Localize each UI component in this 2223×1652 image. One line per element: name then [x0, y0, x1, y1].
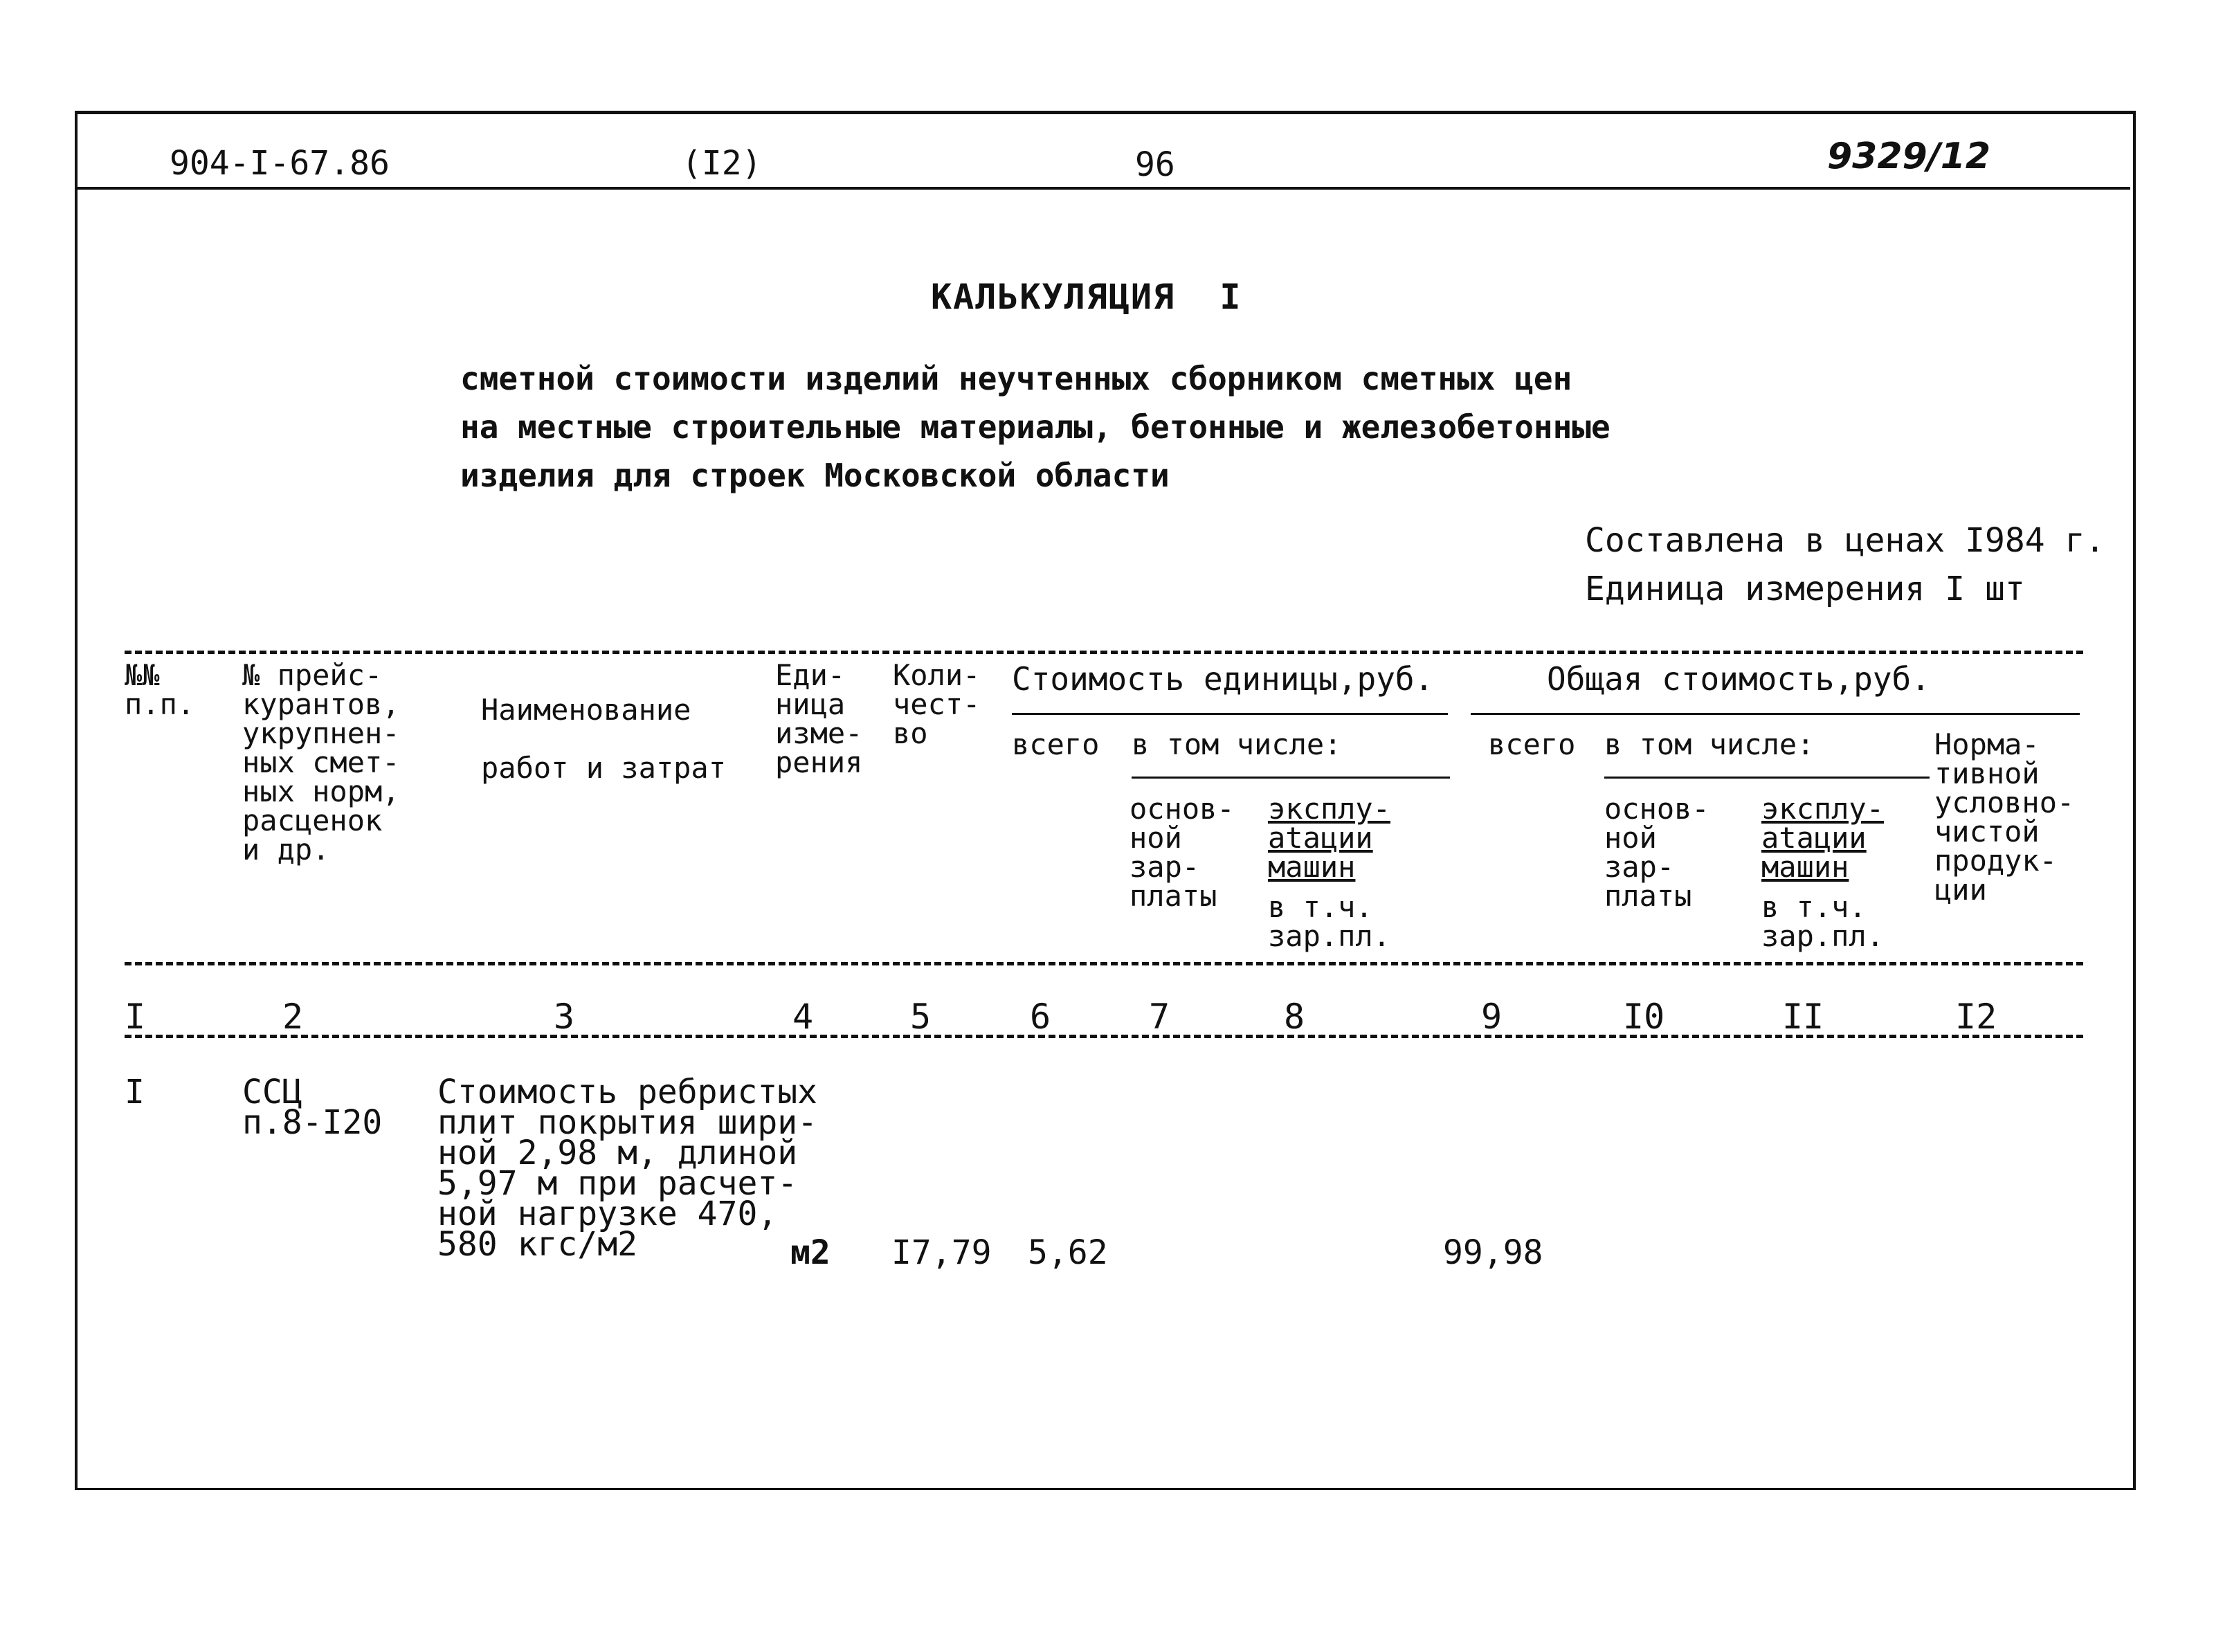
col-reference-header: № прейс- курантов, укрупнен- ных смет- ных норм, расценок и др. — [242, 658, 400, 866]
handwritten-number: 9329/12 — [1827, 136, 1991, 177]
header-rule — [78, 187, 2130, 190]
sheet-reference: (I2) — [682, 144, 762, 183]
total-basic-wage-header: основ- ной зар- платы — [1604, 792, 1709, 913]
total-machine-op-header: эксплу- atации машин — [1761, 792, 1885, 884]
unit-including-rule — [1132, 777, 1450, 779]
col-number-5: 5 — [910, 997, 932, 1037]
col-number-11: II — [1782, 997, 1824, 1037]
row-quantity: I7,79 — [891, 1233, 992, 1272]
subtitle-line-3: изделия для строек Московской области — [460, 457, 1170, 494]
unit-basic-wage-header: основ- ной зар- платы — [1129, 792, 1235, 913]
col-number-8: 8 — [1284, 997, 1305, 1037]
unit-of-measure: Единица измерения I шт — [1585, 570, 2025, 608]
table-top-rule — [125, 651, 2083, 654]
col-number-2: 2 — [282, 997, 304, 1037]
unit-cost-group-header: Стоимость единицы,руб. — [1012, 660, 1434, 698]
col-unit-header: Еди- ница изме- рения — [775, 658, 863, 779]
total-machine-wage-header: в т.ч. зар.пл. — [1761, 890, 1885, 953]
project-code: 904-I-67.86 — [170, 144, 390, 183]
row-unit-total: 5,62 — [1028, 1233, 1108, 1272]
row-number: I — [125, 1073, 145, 1111]
prices-year: Составлена в ценах I984 г. — [1585, 521, 2105, 560]
col-quantity-header: Коли- чест- во — [893, 658, 981, 750]
unit-cost-group-rule — [1012, 713, 1448, 715]
col-number-3: 3 — [554, 997, 575, 1037]
row-reference: ССЦ п.8-I20 — [242, 1073, 383, 1142]
row-grand-total: 99,98 — [1443, 1233, 1543, 1272]
subtitle-line-2: на местные строительные материалы, бетонные и железобетонные — [460, 408, 1610, 446]
total-cost-group-header: Общая стоимость,руб. — [1547, 660, 1930, 698]
total-including-rule — [1604, 777, 1930, 779]
total-including-header: в том числе: — [1604, 727, 1815, 761]
unit-total-header: всего — [1012, 727, 1100, 761]
total-total-header: всего — [1488, 727, 1576, 761]
col-number-1: I — [125, 997, 146, 1037]
col-number-12: I2 — [1955, 997, 1997, 1037]
row-unit: м2 — [790, 1233, 831, 1272]
page-number: 96 — [1135, 145, 1175, 184]
row-name: Стоимость ребристых плит покрытия шири- ной 2,98 м, длиной 5,97 м при расчет- ной нагрузке 470, 580 кгс/м2 — [437, 1073, 818, 1264]
col-name-header: Наименование работ и затрат — [481, 693, 727, 785]
col-number-7: 7 — [1149, 997, 1170, 1037]
col-number-9: 9 — [1481, 997, 1503, 1037]
column-numbers-rule — [125, 1035, 2083, 1038]
total-cost-group-rule — [1471, 713, 2080, 715]
col-number-4: 4 — [792, 997, 814, 1037]
subtitle-line-1: сметной стоимости изделий неучтенных сборником сметных цен — [460, 360, 1572, 397]
col-row-number-header: №№ п.п. — [125, 658, 195, 721]
document-title: КАЛЬКУЛЯЦИЯ I — [931, 277, 1242, 317]
unit-including-header: в том числе: — [1132, 727, 1342, 761]
header-bottom-rule — [125, 962, 2083, 965]
col-number-10: I0 — [1623, 997, 1665, 1037]
normative-net-output-header: Норма- тивной условно- чистой продук- ции — [1934, 727, 2075, 907]
col-number-6: 6 — [1030, 997, 1051, 1037]
unit-machine-wage-header: в т.ч. зар.пл. — [1268, 890, 1391, 953]
unit-machine-op-header: эксплу- atации машин — [1268, 792, 1391, 884]
